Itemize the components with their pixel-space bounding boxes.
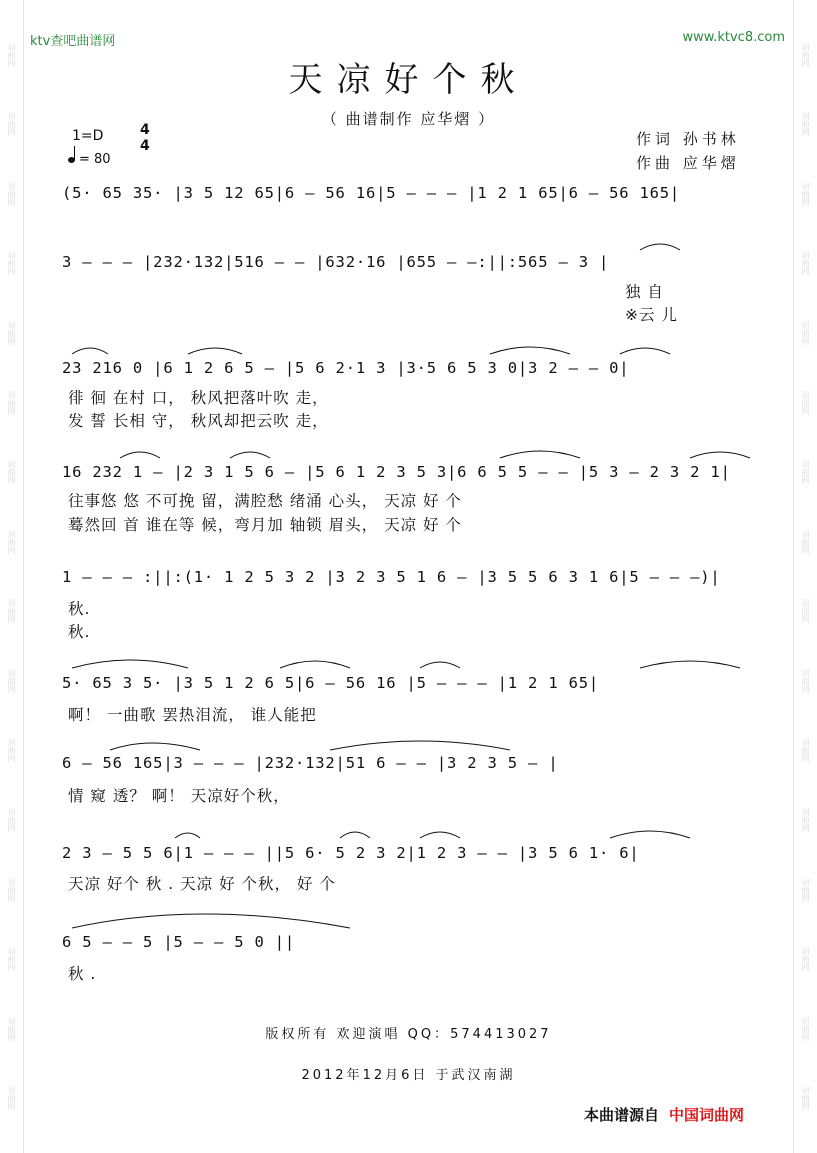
- notation-line-7: 6 – 56 165|3 – – – |232·132|51 6 – – |3 2 3 5 – |: [62, 754, 559, 772]
- lyric-line-2-verse-1: 独 自: [625, 283, 664, 301]
- notation-line-8: 2 3 – 5 5 6|1 – – – ||5 6· 5 2 3 2|1 2 3 – – |3 5 6 1· 6|: [62, 844, 640, 862]
- lyric-line-2-verse-2: ※云 儿: [625, 306, 678, 324]
- notation-line-2: 3 – – – |232·132|516 – – |632·16 |655 – –:||:565 – 3 |: [62, 253, 610, 271]
- notation-line-4: 16 232 1 – |2 3 1 5 6 – |5 6 1 2 3 5 3|6 6 5 5 – – |5 3 – 2 3 2 1|: [62, 463, 731, 481]
- watermark-text: 词曲网: [801, 668, 810, 693]
- watermark-text: 词曲网: [7, 251, 16, 276]
- site-link-left[interactable]: ktv查吧曲谱网: [30, 34, 116, 49]
- watermark-text: 词曲网: [7, 1086, 16, 1111]
- slur-arc: [420, 662, 460, 668]
- watermark-text: 词曲网: [801, 1086, 810, 1111]
- slur-arc: [175, 833, 200, 838]
- slur-arc: [330, 741, 510, 750]
- watermark-text: 词曲网: [7, 1016, 16, 1041]
- watermark-text: 词曲网: [7, 807, 16, 832]
- watermark-text: 词曲网: [801, 460, 810, 485]
- slur-arc: [640, 244, 680, 250]
- watermark-text: 词曲网: [7, 181, 16, 206]
- watermark-text: 词曲网: [7, 529, 16, 554]
- score-maker-credit: （ 曲谱制作 应华熠 ）: [321, 110, 496, 128]
- watermark-text: 词曲网: [7, 738, 16, 763]
- lyric-line-5-verse-2: 秋.: [68, 623, 91, 641]
- date-place-line: 2012年12月6日 于武汉南湖: [301, 1068, 516, 1083]
- notation-line-6: 5· 65 3 5· |3 5 1 2 6 5|6 – 56 16 |5 – – – |1 2 1 65|: [62, 674, 599, 692]
- slur-arc: [500, 451, 580, 458]
- slur-arc: [72, 348, 108, 354]
- slur-arc: [610, 831, 690, 838]
- slur-arc: [620, 348, 670, 354]
- lyric-line-3-verse-2: 发 誓 长相 守， 秋风却把云吹 走，: [68, 412, 329, 430]
- composer-credit: 作曲 应华熠: [636, 154, 740, 172]
- watermark-text: 词曲网: [7, 321, 16, 346]
- slur-arc: [110, 743, 200, 750]
- slur-arc: [340, 832, 370, 838]
- watermark-text: 词曲网: [801, 181, 810, 206]
- slur-arc: [420, 832, 460, 838]
- watermark-text: 词曲网: [7, 112, 16, 137]
- meter-top: 4: [140, 122, 150, 138]
- slur-arc: [72, 914, 350, 928]
- key-signature: 1=D: [72, 128, 104, 144]
- source-attribution: [584, 1104, 744, 1125]
- watermark-text: 词曲网: [801, 599, 810, 624]
- slur-arc: [72, 660, 188, 668]
- slur-arc: [490, 347, 570, 354]
- watermark-text: 词曲网: [801, 390, 810, 415]
- watermark-text: 词曲网: [7, 668, 16, 693]
- site-link-right[interactable]: www.ktvc8.com: [682, 30, 785, 45]
- lyric-line-5-verse-1: 秋.: [68, 600, 91, 618]
- watermark-text: 词曲网: [801, 42, 810, 67]
- watermark-text: 词曲网: [801, 251, 810, 276]
- lyric-line-3-verse-1: 徘 徊 在村 口， 秋风把落叶吹 走，: [68, 389, 329, 407]
- notation-line-9: 6 5 – – 5 |5 – – 5 0 ||: [62, 933, 296, 951]
- notation-line-3: 23 216 0 |6 1 2 6 5 – |5 6 2·1 3 |3·5 6 5 3 0|3 2 – – 0|: [62, 359, 630, 377]
- lyric-line-8: 天凉 好个 秋 . 天凉 好 个秋， 好 个: [68, 875, 336, 893]
- lyric-line-9: 秋 .: [68, 965, 97, 983]
- slur-arc: [188, 348, 242, 354]
- slur-arc: [120, 452, 160, 458]
- watermark-text: 词曲网: [801, 112, 810, 137]
- copyright-line: 版权所有 欢迎演唱 QQ：574413027: [265, 1027, 552, 1042]
- slur-arc: [690, 452, 750, 458]
- watermark-text: 词曲网: [801, 321, 810, 346]
- slur-arc: [640, 661, 740, 668]
- watermark-text: 词曲网: [801, 529, 810, 554]
- source-label: 本曲谱源自: [584, 1106, 660, 1124]
- watermark-text: 词曲网: [7, 42, 16, 67]
- watermark-text: 词曲网: [801, 738, 810, 763]
- watermark-text: 词曲网: [801, 947, 810, 972]
- lyricist-credit: 作词 孙书林: [636, 130, 740, 148]
- watermark-text: 词曲网: [7, 390, 16, 415]
- watermark-text: 词曲网: [7, 460, 16, 485]
- watermark-text: 词曲网: [801, 1016, 810, 1041]
- watermark-text: 词曲网: [801, 877, 810, 902]
- watermark-text: 词曲网: [7, 599, 16, 624]
- meter-bottom: 4: [140, 138, 150, 154]
- watermark-text: 词曲网: [7, 947, 16, 972]
- song-title: 天凉好个秋: [288, 60, 529, 100]
- lyric-line-4-verse-1: 往事悠 悠 不可挽 留，满腔愁 绪涌 心头， 天凉 好 个: [68, 492, 462, 510]
- lyric-line-7: 情 窥 透？ 啊！ 天凉好个秋，: [68, 787, 290, 805]
- source-site-link[interactable]: 中国词曲网: [669, 1106, 745, 1124]
- slur-arc: [280, 661, 350, 668]
- notation-line-5: 1 – – – :||:(1· 1 2 5 3 2 |3 2 3 5 1 6 – |3 5 5 6 3 1 6|5 – – –)|: [62, 568, 721, 586]
- notation-line-1: (5· 65 35· |3 5 12 65|6 – 56 16|5 – – – |1 2 1 65|6 – 56 165|: [62, 184, 681, 202]
- slur-arc: [230, 452, 270, 458]
- tempo-value: = 80: [79, 152, 111, 167]
- lyric-line-6: 啊！ 一曲歌 罢热泪流， 谁人能把: [68, 706, 317, 724]
- lyric-line-4-verse-2: 蓦然回 首 谁在等 候，弯月加 轴锁 眉头， 天凉 好 个: [68, 516, 462, 534]
- watermark-text: 词曲网: [7, 877, 16, 902]
- watermark-text: 词曲网: [801, 807, 810, 832]
